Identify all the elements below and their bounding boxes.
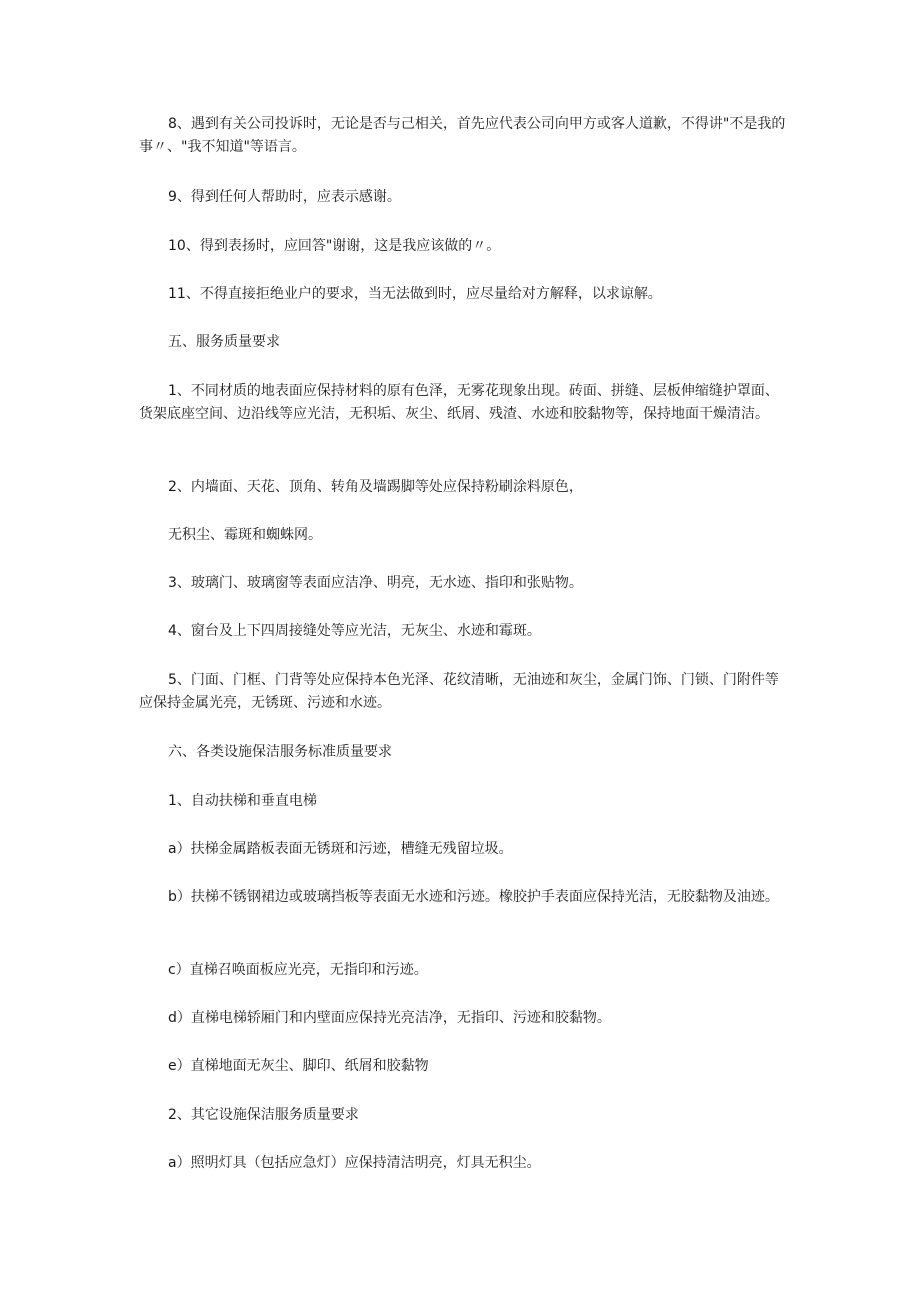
section-heading: 五、服务质量要求 — [168, 334, 280, 350]
list-item: c）直梯召唤面板应光亮，无指印和污迹。 — [168, 962, 428, 978]
paragraph: 无积尘、霉斑和蜘蛛网。 — [168, 527, 322, 543]
list-item: d）直梯电梯轿厢门和内壁面应保持光亮洁净，无指印、污迹和胶黏物。 — [168, 1010, 611, 1026]
paragraph: 8、遇到有关公司投诉时，无论是否与己相关，首先应代表公司向甲方或客人道歉，不得讲"不是我的事〃、"我不知道"等语言。 — [139, 116, 786, 155]
list-item: b）扶梯不锈钢裙边或玻璃挡板等表面无水迹和污迹。橡胶护手表面应保持光洁，无胶黏物及油迹。 — [168, 889, 779, 905]
list-item: e）直梯地面无灰尘、脚印、纸屑和胶黏物 — [168, 1058, 429, 1074]
section-heading: 六、各类设施保洁服务标准质量要求 — [168, 744, 392, 760]
paragraph: 5、门面、门框、门背等处应保持本色光泽、花纹清晰，无油迹和灰尘，金属门饰、门锁、门附件等应保持金属光亮，无锈斑、污迹和水迹。 — [139, 672, 779, 711]
paragraph: 11、不得直接拒绝业户的要求，当无法做到时，应尽量给对方解释，以求谅解。 — [168, 286, 662, 302]
subsection-heading: 2、其它设施保洁服务质量要求 — [168, 1107, 359, 1123]
paragraph: 9、得到任何人帮助时，应表示感谢。 — [168, 189, 401, 205]
paragraph: 4、窗台及上下四周接缝处等应光洁，无灰尘、水迹和霉斑。 — [168, 623, 541, 639]
paragraph: 1、不同材质的地表面应保持材料的原有色泽，无雾花现象出现。砖面、拼缝、层板伸缩缝护罩面、货架底座空间、边沿线等应光洁，无积垢、灰尘、纸屑、残渣、水迹和胶黏物等，保持地面干燥清洁。 — [139, 383, 779, 422]
paragraph: 2、内墙面、天花、顶角、转角及墙踢脚等处应保持粉刷涂料原色， — [168, 479, 583, 495]
paragraph: 10、得到表扬时，应回答"谢谢，这是我应该做的〃。 — [168, 238, 501, 254]
subsection-heading: 1、自动扶梯和垂直电梯 — [168, 793, 317, 809]
paragraph: 3、玻璃门、玻璃窗等表面应洁净、明亮，无水迹、指印和张贴物。 — [168, 575, 583, 591]
list-item: a）扶梯金属踏板表面无锈斑和污迹，槽缝无残留垃圾。 — [168, 841, 513, 857]
list-item: a）照明灯具（包括应急灯）应保持清洁明亮，灯具无积尘。 — [168, 1155, 541, 1171]
